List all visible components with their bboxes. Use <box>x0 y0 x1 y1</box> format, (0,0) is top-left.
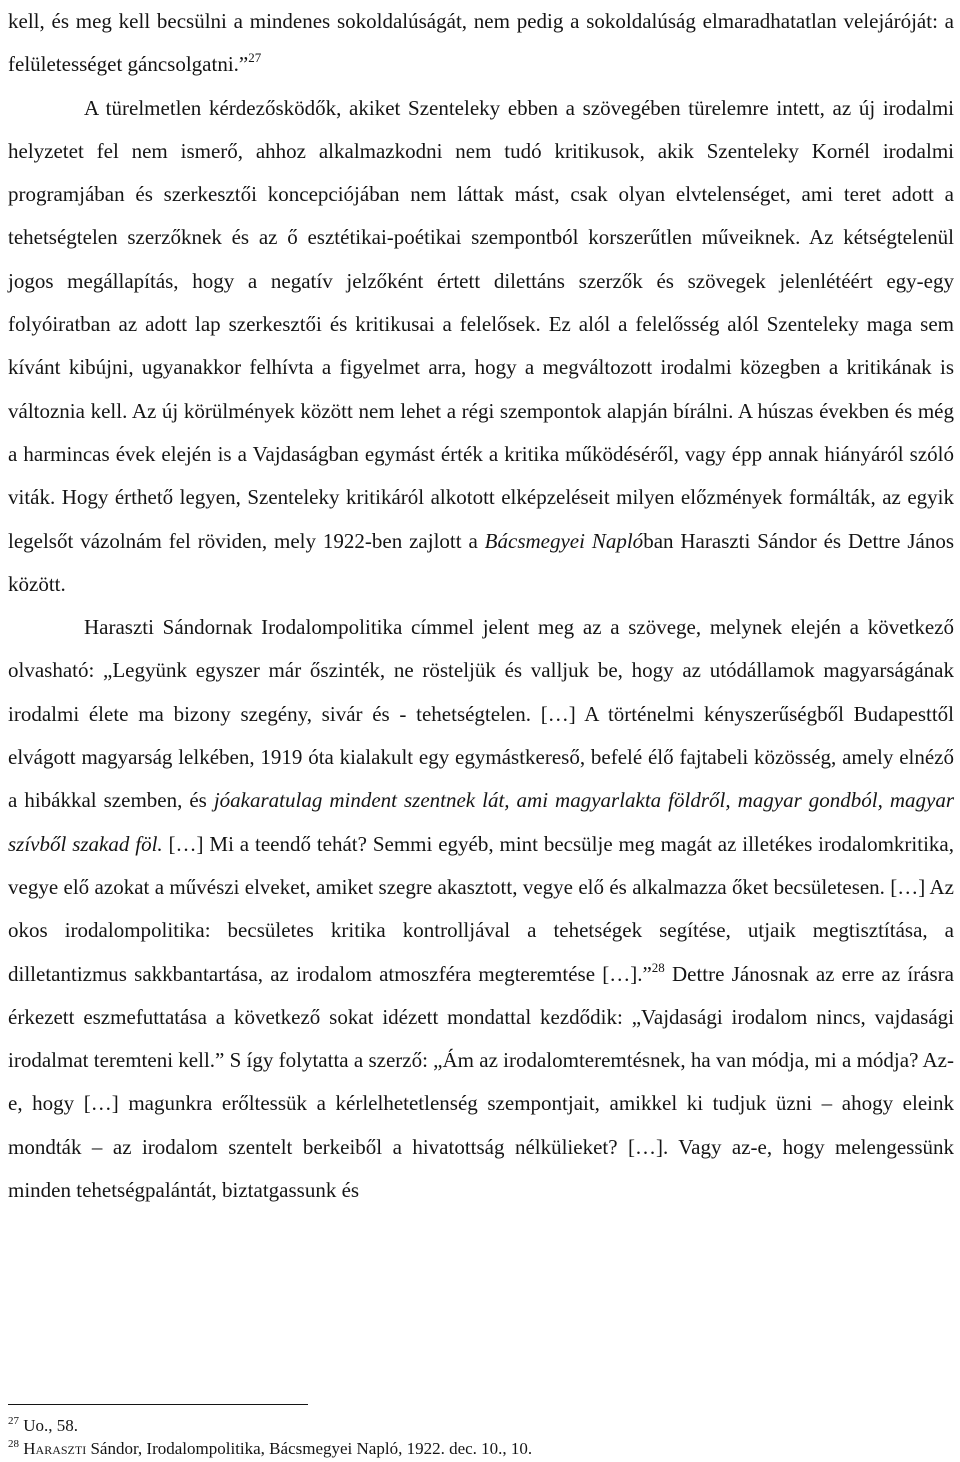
footnote-27-text: Uo., 58. <box>19 1416 79 1435</box>
footnote-28 <box>8 1437 954 1460</box>
paragraph-3-text-b: […] Mi a teendő tehát? Semmi egyéb, mint becsülje meg magát az illetékes irodalomkritika, vegye elő azokat a művészi elveket, amiket szegre akasztott, vegye elő és alkalmazza őket becsületesen. […] Az okos irodalompolitika: becsületes kritika kontrolljával a tehetségek segítése, utjaik megtisztítása, a dilletantizmus sakkbantartása, az irodalom atmoszféra megteremtése […].” <box>8 831 954 986</box>
paragraph-1 <box>8 0 954 87</box>
footnote-28-author: Haraszti <box>23 1439 87 1458</box>
paragraph-2 <box>8 87 954 607</box>
paragraph-3-text-a: Haraszti Sándornak Irodalompolitika címmel jelent meg az a szövege, melynek elején a következő olvasható: „Legyünk egyszer már őszinték, ne rösteljük és valljuk be, hogy az utódállamok magyarságának irodalmi élete ma bizony szegény, sivár és - tehetségtelen. […] A történelmi kényszerűségből Budapesttől elvágott magyarság lelkében, 1919 óta kialakult egy egymástkereső, befelé élő fajtabeli közösség, amely elnéző a hibákkal szemben, és <box>8 615 954 813</box>
newspaper-title: Bácsmegyei Napló <box>484 528 644 553</box>
footnote-27-number: 27 <box>8 1415 19 1427</box>
paragraph-3-text-c: Dettre Jánosnak az erre az írásra érkezett eszmefuttatása a következő sokat idézett mondattal kezdődik: „Vajdasági irodalom nincs, vajdasági irodalmat teremteni kell.” S így folytatta a szerző: „Ám az irodalomteremtésnek, ha van módja, mi a módja? Az-e, hogy […] magunkra erőltessük a kérlelhetetlenség szempontjait, amikkel ki tudjuk üzni – ahogy eleink mondták – az irodalom szentelt berkeiből a hivatottság nélkülieket? […]. Vagy az-e, hogy melengessünk minden tehetségpalántát, biztatgassunk és <box>8 961 954 1203</box>
paragraph-2-end: ban Haraszti Sándor és Dettre János között. <box>8 528 955 596</box>
footnote-27 <box>8 1414 954 1437</box>
paragraph-1-text: kell, és meg kell becsülni a mindenes sokoldalúságát, nem pedig a sokoldalúság elmaradhatatlan velejáróját: a felületességet gáncsolgatni.” <box>8 9 954 77</box>
paragraph-2-text: A türelmetlen kérdezősködők, akiket Szenteleky ebben a szövegében türelemre intett, az új irodalmi helyzetet fel nem ismerő, ahhoz alkalmazkodni nem tudó kritikusok, akik Szenteleky Kornél irodalmi programjában és szerkesztői koncepciójában nem láttak mást, csak olyan elvtelenséget, ami teret adott a tehetségtelen szerzőknek és az ő esztétikai-poétikai szempontból korszerűtlen műveiknek. Az kétségtelenül jogos megállapítás, hogy a negatív jelzőként értett dilettáns szerzők és szövegek jelenlétéért egy-egy folyóiratban az adott lap szerkesztői és kritikusai a felelősek. Ez alól a felelősség alól Szenteleky maga sem kívánt kibújni, ugyanakkor felhívta a figyelmet arra, hogy a megváltozott irodalmi közegben a kritikának is változnia kell. Az új körülmények között nem lehet a régi szempontok alapján bírálni. A húszas években és még a harmincas évek elején is a Vajdaságban egymást érték a kritika működéséről, vagy épp annak hiányáról szóló viták. Hogy érthető legyen, Szenteleky kritikáról alkotott elképzeléseit milyen előzmények formálták, az egyik legelsőt vázolnám fel röviden, mely 1922-ben zajlott a <box>8 95 954 553</box>
quote-italic: jóakaratulag mindent szentnek lát, ami magyarlakta földről, magyar gondból, magyar szívből szakad föl. <box>8 788 954 856</box>
paragraph-3 <box>8 606 954 1212</box>
document-body <box>8 0 954 1212</box>
footnote-28-number: 28 <box>8 1438 19 1450</box>
footnotes <box>8 1414 954 1460</box>
footnote-28-text: Sándor, Irodalompolitika, Bácsmegyei Napló, 1922. dec. 10., 10. <box>86 1439 533 1458</box>
footnote-ref-28[interactable]: 28 <box>651 959 665 975</box>
footnote-ref-27[interactable]: 27 <box>248 50 262 66</box>
footnote-divider <box>8 1404 308 1405</box>
